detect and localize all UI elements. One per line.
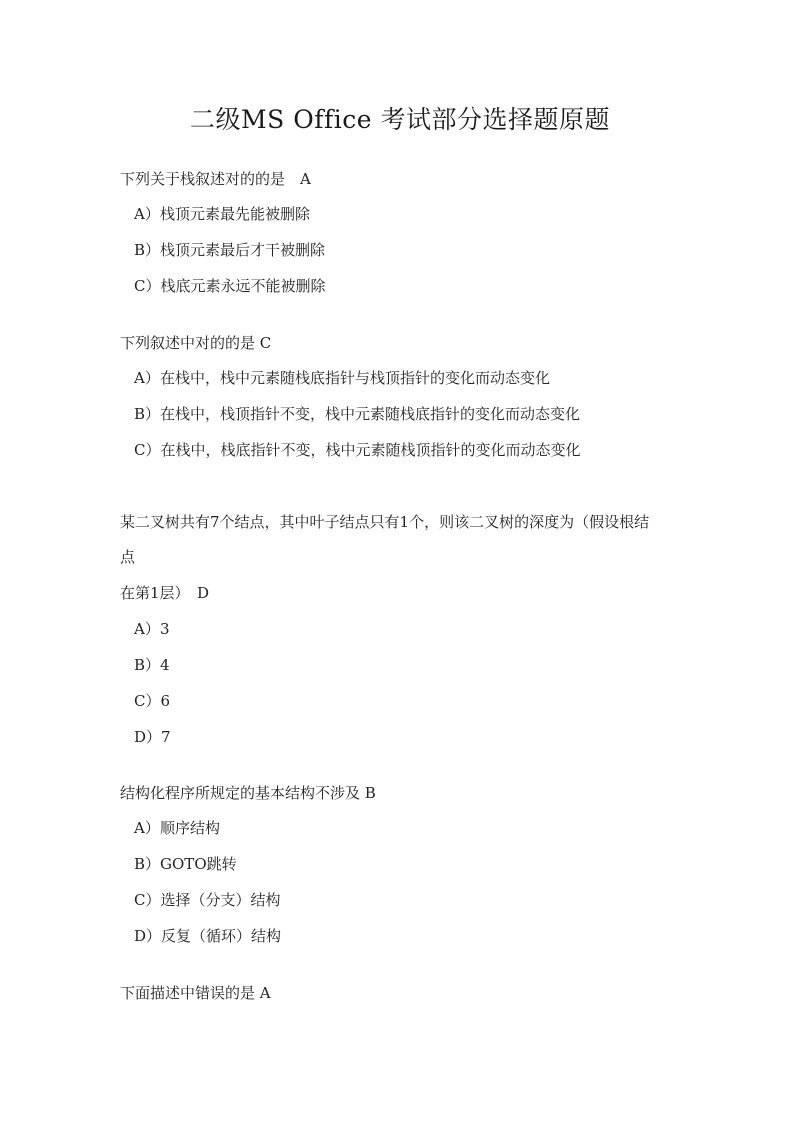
question-4-stem: 结构化程序所规定的基本结构不涉及 B xyxy=(120,784,376,802)
option-letter: B） xyxy=(134,241,161,259)
question-3-stem-line-1: 某二叉树共有7个结点，其中叶子结点只有1个，则该二叉树的深度为（假设根结 xyxy=(120,513,650,531)
option-letter: B） xyxy=(134,405,161,423)
page-title: 二级MS Office 考试部分选择题原题 xyxy=(190,105,610,134)
option-letter: B） xyxy=(134,855,161,873)
question-1-stem: 下列关于栈叙述对的的是 A xyxy=(120,170,311,188)
option-text: 顺序结构 xyxy=(160,819,221,837)
question-4-option-d xyxy=(134,926,281,946)
question-2-stem: 下列叙述中对的的是 C xyxy=(120,334,272,352)
option-text: 反复（循环）结构 xyxy=(161,927,282,945)
question-1-option-c xyxy=(134,276,326,296)
question-3-stem-line-3: 在第1层） D xyxy=(120,584,210,602)
question-3-option-b xyxy=(134,655,170,675)
option-letter: C） xyxy=(134,891,161,909)
question-3-option-a xyxy=(134,619,170,639)
question-2-option-b xyxy=(134,404,580,424)
question-3-option-d xyxy=(134,727,171,747)
option-letter: B） xyxy=(134,656,161,674)
option-letter: D） xyxy=(134,728,162,746)
option-letter: A） xyxy=(134,620,160,638)
option-letter: C） xyxy=(134,692,161,710)
question-4-option-a xyxy=(134,818,220,838)
option-text: 栈顶元素最先能被删除 xyxy=(160,205,311,223)
option-text: 在栈中，栈底指针不变，栈中元素随栈顶指针的变化而动态变化 xyxy=(160,441,581,459)
option-text: 6 xyxy=(160,692,171,710)
option-text: 在栈中，栈顶指针不变，栈中元素随栈底指针的变化而动态变化 xyxy=(160,405,581,423)
option-text: 7 xyxy=(161,728,171,746)
question-1-option-b xyxy=(134,240,325,260)
question-3-stem-line-2: 点 xyxy=(120,548,136,566)
option-text: 在栈中，栈中元素随栈底指针与栈顶指针的变化而动态变化 xyxy=(160,369,551,387)
option-letter: C） xyxy=(134,277,161,295)
question-4-option-b xyxy=(134,854,237,874)
option-letter: A） xyxy=(134,369,160,387)
question-1-option-a xyxy=(134,204,310,224)
question-2-option-c xyxy=(134,440,581,460)
question-2-option-a xyxy=(134,368,550,388)
option-text: 栈底元素永远不能被删除 xyxy=(160,277,326,295)
option-text: 3 xyxy=(160,620,170,638)
option-text: GOTO跳转 xyxy=(160,855,237,873)
question-5-stem: 下面描述中错误的是 A xyxy=(120,984,271,1002)
option-text: 栈顶元素最后才干被删除 xyxy=(160,241,326,259)
option-letter: D） xyxy=(134,927,162,945)
option-letter: A） xyxy=(134,819,160,837)
option-text: 选择（分支）结构 xyxy=(160,891,281,909)
option-letter: A） xyxy=(134,205,160,223)
question-4-option-c xyxy=(134,890,281,910)
option-text: 4 xyxy=(160,656,170,674)
option-letter: C） xyxy=(134,441,161,459)
question-3-option-c xyxy=(134,691,170,711)
